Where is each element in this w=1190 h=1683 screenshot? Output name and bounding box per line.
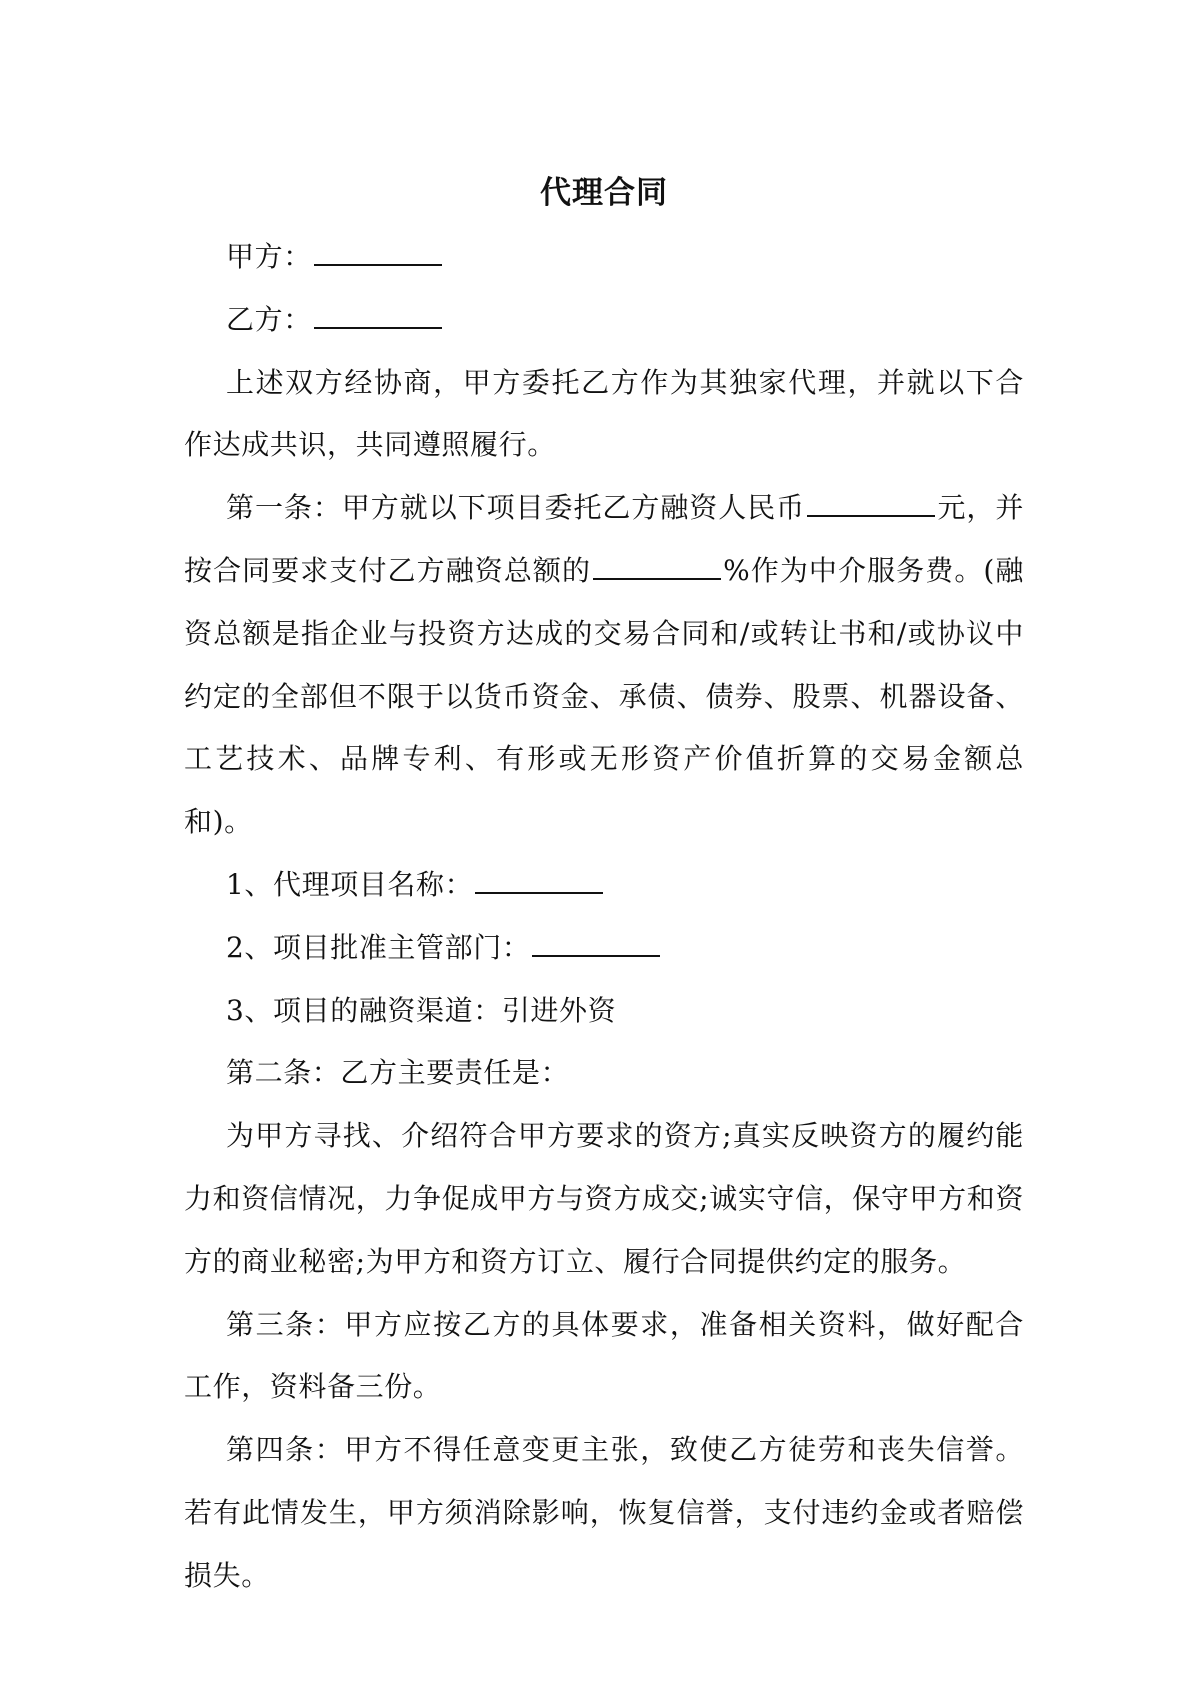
party-b-label: 乙方： bbox=[226, 302, 312, 336]
article-1-text-1: 第一条：甲方就以下项目委托乙方融资人民币 bbox=[226, 491, 806, 525]
item-2-label: 2、项目批准主管部门： bbox=[226, 930, 531, 964]
document-body bbox=[184, 160, 1024, 1608]
item-3: 3、项目的融资渠道：引进外资 bbox=[226, 993, 617, 1027]
approval-department-blank bbox=[532, 927, 660, 957]
document-title: 代理合同 bbox=[540, 175, 668, 211]
service-fee-percent-blank bbox=[593, 550, 721, 580]
party-b-blank bbox=[314, 299, 442, 329]
article-2-body: 为甲方寻找、介绍符合甲方要求的资方;真实反映资方的履约能力和资信情况，力争促成甲方与资方成交;诚实守信，保守甲方和资方的商业秘密;为甲方和资方订立、履行合同提供约定的服务。 bbox=[184, 1119, 1024, 1278]
item-1-label: 1、代理项目名称： bbox=[226, 867, 474, 901]
article-4: 第四条：甲方不得任意变更主张，致使乙方徒劳和丧失信誉。若有此情发生，甲方须消除影响，恢复信誉，支付违约金或者赔偿损失。 bbox=[184, 1433, 1024, 1592]
financing-amount-blank bbox=[807, 487, 935, 517]
article-3: 第三条：甲方应按乙方的具体要求，准备相关资料，做好配合工作，资料备三份。 bbox=[184, 1307, 1024, 1404]
article-2-heading: 第二条：乙方主要责任是： bbox=[226, 1056, 570, 1090]
item-2 bbox=[184, 917, 1024, 980]
intro-paragraph: 上述双方经协商，甲方委托乙方作为其独家代理，并就以下合作达成共识，共同遵照履行。 bbox=[184, 365, 1024, 462]
party-a-label: 甲方： bbox=[226, 240, 312, 273]
project-name-blank bbox=[475, 864, 603, 894]
party-a-blank bbox=[314, 236, 442, 266]
article-1-text-2: 元，并按合同要求支付乙方融资总额的 bbox=[184, 491, 1024, 587]
party-a-line bbox=[184, 226, 1024, 289]
party-b-line bbox=[184, 289, 1024, 352]
article-1 bbox=[184, 477, 1024, 854]
article-1-text-3: %作为中介服务费。(融资总额是指企业与投资方达成的交易合同和/或转让书和/或协议中约定的全部但不限于以货币资金、承债、债券、股票、机器设备、工艺技术、品牌专利、有形或无形资产价值折算的交易金额总和)。 bbox=[184, 553, 1024, 839]
item-1 bbox=[184, 854, 1024, 917]
